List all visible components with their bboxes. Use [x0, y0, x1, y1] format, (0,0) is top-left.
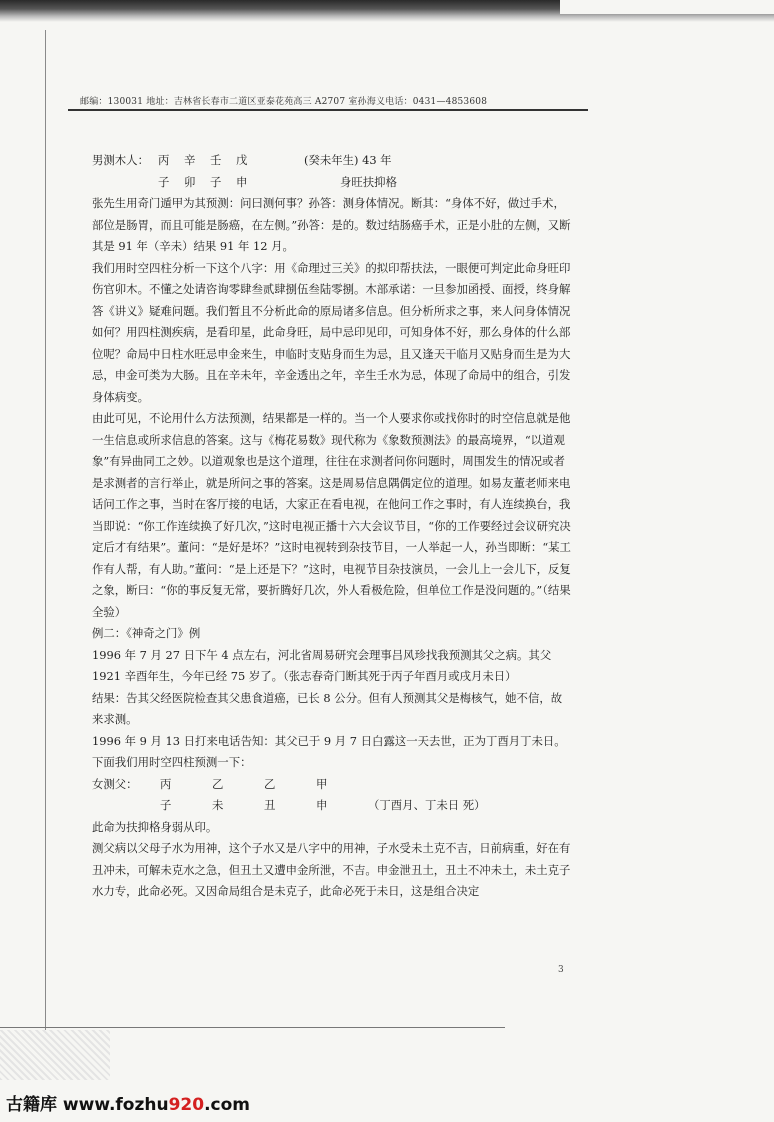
- scan-top-edge-clear: [560, 0, 774, 14]
- case1-gan-3: 壬: [210, 153, 222, 167]
- case1-zhi-4: 申: [236, 174, 248, 189]
- case1-paragraph-3: 由此可见，不论用什么方法预测，结果都是一样的。当一个人要求你或找你时的时空信息就是他一生信息或所求信息的答案。这与《梅花易数》现代称为《象数预测法》的最高境界，“以道观象”有异曲同工之妙。以道观象也是这个道理，往往在求测者问你问题时，周围发生的情况或者是求测者的言行举止，就是所问之事的答案。这是周易信息隅偶定位的道理。如易友董老师来电话问工作之事，当时在客厅接的电话，大家正在看电视，在他问工作之事时，有人连续换台，我当即说：“你工作连续换了好几次，”这时电视正播十六大会议节目，“你的工作要经过会议研究决定后才有结果”。董问：“是好是坏？”这时电视转到杂技节目，一人举起一人，孙当即断：“某工作有人帮，有人助。”董问：“是上还是下？”这时，电视节目杂技演员，一会儿上一会儿下，反复之象，断曰：“你的事反复无常，要折腾好几次，外人看极危险，但单位工作是没问题的。”（结果全验）: [92, 411, 571, 619]
- watermark-url-number: 920: [168, 1095, 205, 1115]
- case2-death-note: （丁酉月、丁未日 死）: [368, 798, 486, 812]
- case1-chart-row1: [92, 150, 572, 172]
- case2-paragraph-3: 1996 年 9 月 13 日打来电话告知：其父已于 9 月 7 日白露这一天去世，正为丁酉月丁未日。: [92, 733, 566, 748]
- case1-chart-row2: [92, 172, 572, 194]
- watermark-label: 古籍库: [6, 1095, 57, 1115]
- case2-title: 例二：《神奇之门》例: [92, 626, 201, 640]
- site-watermark: [6, 1090, 250, 1115]
- case2-zhi-1: 子: [160, 798, 172, 812]
- header-divider: [68, 109, 588, 111]
- case2-paragraph-1: 1996 年 7 月 27 日下午 4 点左右，河北省周易研究会理事吕风珍找我预测其父之病。其父 1921 辛酉年生，今年已经 75 岁了。（张志春奇门断其死于丙子年酉月或戌月未日）: [92, 647, 552, 683]
- case2-zhi-3: 丑: [264, 798, 276, 812]
- case1-pattern-note: 身旺扶抑格: [340, 174, 397, 189]
- case2-zhi-4: 申: [316, 798, 328, 812]
- page-number: 3: [558, 965, 564, 975]
- case1-birth-note: (癸未年生) 43 年: [304, 153, 392, 167]
- case2-gan-1: 丙: [160, 776, 172, 791]
- case2-gan-4: 甲: [316, 776, 328, 791]
- case2-pattern-line: 此命为扶抑格身弱从印。: [92, 819, 218, 834]
- bottom-scan-line: [0, 1027, 505, 1028]
- case2-chart-row1: [92, 774, 572, 796]
- case2-chart-label: 女测父：: [92, 776, 138, 791]
- case2-paragraph-4: 下面我们用时空四柱预测一下：: [92, 755, 252, 769]
- case1-paragraph-2: 我们用时空四柱分析一下这个八字：用《命理过三关》的拟印帮扶法，一眼便可判定此命身旺印伤官卯木。不懂之处请咨询零肆叁贰肆捌伍叁陆零捌。木部承诺：一旦参加函授、面授，终身解答《讲义》疑难问题。我们暂且不分析此命的原局诸多信息。但分析所求之事，来人问身体情况如何？用四柱测疾病，是看印星，此命身旺，局中忌印见印，可知身体不好，那么身体的什么部位呢？命局中日柱水旺忌申金来生，申临时支贴身而生为忌，且又逢天干临月又贴身而生是为大忌，申金可类为大肠。且在辛未年，辛金透出之年，辛生壬水为忌，体现了命局中的组合，引发身体病变。: [92, 260, 571, 404]
- case2-final-paragraph: 测父病以父母子水为用神，这个子水又是八字中的用神，子水受未土克不吉，日前病重，好在有丑冲未，可解未克水之急，但丑土又遭申金所泄，不吉。申金泄丑土，丑土不冲未土，未土克子水力专，此命必死。又因命局组合是未克子，此命必死于未日，这是组合决定: [92, 841, 571, 898]
- case1-paragraph-1: 张先生用奇门遁甲为其预测：问曰测何事？孙答：测身体情况。断其：“身体不好，做过手术，部位是肠胃，而且可能是肠癌，在左侧。”孙答：是的。数过结肠癌手术，正是小肚的左侧，又断其是 91 年（辛未）结果 91 年 12 月。: [92, 196, 571, 253]
- page-header: 邮编：130031 地址：吉林省长春市二道区亚泰花苑高三 A2707 室孙海义电话：0431—4853608: [80, 97, 488, 107]
- case2-zhi-2: 未: [212, 798, 224, 812]
- scan-noise: [0, 1030, 110, 1080]
- case2-gan-3: 乙: [264, 776, 276, 791]
- case1-zhi-2: 卯: [184, 174, 196, 189]
- watermark-url-suffix: .com: [204, 1095, 251, 1115]
- page-body: [92, 150, 572, 903]
- case1-zhi-1: 子: [158, 174, 170, 189]
- case1-zhi-3: 子: [210, 174, 222, 189]
- case2-chart-row2: [92, 795, 572, 817]
- case1-gan-2: 辛: [184, 153, 196, 167]
- binding-margin-line: [45, 30, 46, 1030]
- case1-chart-label: 男测木人：: [92, 153, 149, 167]
- watermark-url-prefix: www.fozhu: [62, 1095, 169, 1115]
- case2-gan-2: 乙: [212, 776, 224, 791]
- case2-paragraph-2: 结果：告其父经医院检查其父患食道癌，已长 8 公分。但有人预测其父是梅核气，她不信，故来求测。: [92, 690, 563, 726]
- case1-gan-4: 戊: [236, 153, 248, 167]
- case1-gan-1: 丙: [158, 153, 170, 167]
